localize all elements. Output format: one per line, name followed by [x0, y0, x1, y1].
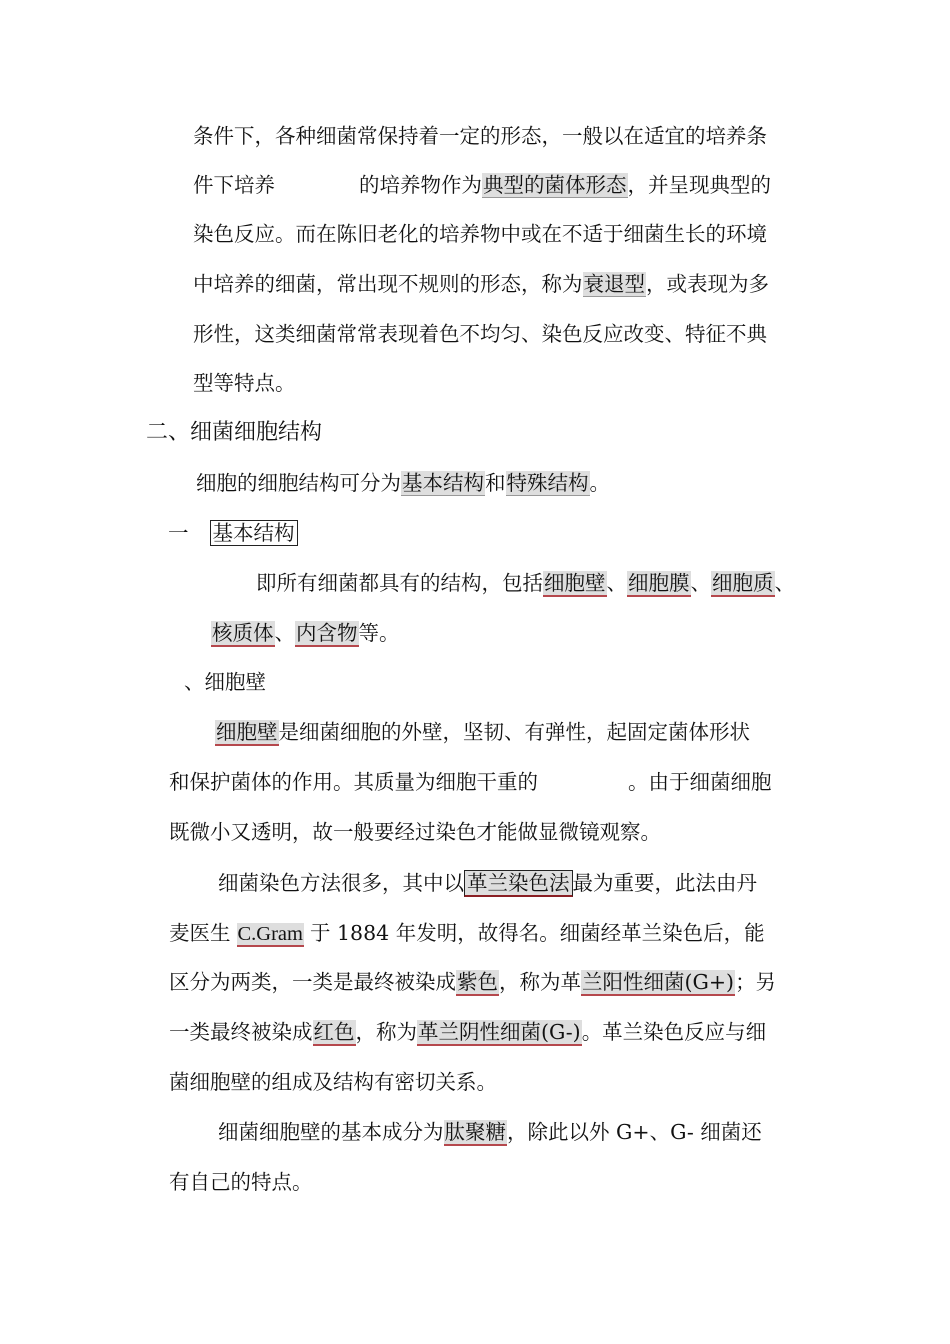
text: 和保护菌体的作用。其质量为细胞干重的 — [169, 770, 538, 794]
text: 件下培养 — [193, 173, 275, 197]
text: ，称为革 — [499, 970, 581, 994]
term-cytoplasm: 细胞质 — [712, 571, 774, 595]
section-intro — [196, 469, 610, 497]
separator: 、 — [606, 571, 627, 595]
term-special-structure: 特殊结构 — [506, 471, 589, 495]
text: 中培养的细菌，常出现不规则的形态，称为 — [193, 272, 583, 296]
sub1-line2 — [211, 619, 400, 647]
para1-line5: 形性，这类细菌常常表现着色不均匀、染色反应改变、特征不典 — [193, 322, 767, 346]
wall-p2-line5: 菌细胞壁的组成及结构有密切关系。 — [169, 1070, 497, 1094]
term-gram-stain: 革兰染色法 — [464, 870, 573, 897]
text: 区分为两类，一类是最终被染成 — [169, 970, 456, 994]
wall-p2-line4 — [169, 1018, 766, 1046]
text: 细菌细胞壁的基本成分为 — [218, 1120, 444, 1144]
section-heading: 二、细菌细胞结构 — [146, 420, 323, 445]
para1-line3: 染色反应。而在陈旧老化的培养物中或在不适于细菌生长的环境 — [193, 222, 767, 246]
term-cell-wall: 细胞壁 — [216, 720, 278, 744]
text: 细胞的细胞结构可分为 — [196, 471, 401, 495]
term-purple: 紫色 — [457, 970, 498, 994]
para1-line6: 型等特点。 — [193, 371, 296, 395]
text: 于 1884 年发明，故得名。细菌经革兰染色后，能 — [309, 921, 765, 945]
wall-p3-line2: 有自己的特点。 — [169, 1170, 313, 1194]
term-cell-membrane: 细胞膜 — [628, 571, 690, 595]
text: 等。 — [358, 621, 400, 645]
para1-line4 — [193, 270, 769, 298]
wall-p1-line2 — [169, 768, 772, 796]
text: ；另 — [735, 970, 777, 994]
text: 。由于细菌细胞 — [628, 770, 772, 794]
text: 一类最终被染成 — [169, 1020, 313, 1044]
term-gram-negative: 革兰阴性细菌(G-) — [418, 1020, 581, 1044]
text: ，或表现为多 — [646, 272, 769, 296]
term-red: 红色 — [313, 1020, 355, 1044]
para1-line2 — [193, 171, 771, 199]
text: 是细菌细胞的外壁，坚韧、有弹性，起固定菌体形状 — [278, 720, 750, 744]
subsection-title: 基本结构 — [210, 520, 298, 546]
text: 即所有细菌都具有的结构，包括 — [256, 571, 543, 595]
separator: 、 — [274, 621, 295, 645]
term-inclusions: 内含物 — [296, 621, 358, 645]
subsection-heading — [168, 519, 298, 547]
text: ，除此以外 G+、G- 细菌还 — [507, 1120, 762, 1144]
cell-wall-heading: 、细胞壁 — [184, 670, 266, 694]
term-typical-form: 典型的菌体形态 — [483, 173, 627, 197]
term-gram-positive: 兰阳性细菌(G+) — [582, 970, 735, 994]
wall-p3-line1 — [218, 1118, 762, 1146]
term-basic-structure: 基本结构 — [402, 471, 484, 495]
text: 。革兰染色反应与细 — [581, 1020, 767, 1044]
term-degenerate-form: 衰退型 — [583, 272, 645, 296]
term-c-gram: C.Gram — [237, 923, 303, 945]
wall-p2-line2 — [169, 919, 765, 948]
wall-p2-line1 — [218, 869, 757, 897]
subsection-number: 一 — [168, 521, 189, 545]
wall-p1-line3: 既微小又透明，故一般要经过染色才能做显微镜观察。 — [169, 820, 661, 844]
term-cell-wall: 细胞壁 — [544, 571, 606, 595]
text: 。 — [589, 471, 610, 495]
text: 和 — [485, 471, 506, 495]
para1-line1: 条件下，各种细菌常保持着一定的形态，一般以在适宜的培养条 — [193, 124, 767, 148]
separator: 、 — [690, 571, 711, 595]
text: 细菌染色方法很多，其中以 — [218, 871, 464, 895]
text: 麦医生 — [169, 921, 231, 945]
text: ，称为 — [355, 1020, 417, 1044]
term-peptidoglycan: 肽聚糖 — [444, 1120, 506, 1144]
separator: 、 — [774, 571, 795, 595]
text: ，并呈现典型的 — [627, 173, 771, 197]
text: 的培养物作为 — [359, 173, 482, 197]
wall-p2-line3 — [169, 968, 776, 996]
text: 最为重要，此法由丹 — [572, 871, 757, 895]
wall-p1-line1 — [215, 718, 750, 746]
term-nucleoid: 核质体 — [212, 621, 274, 645]
sub1-line1 — [256, 569, 795, 597]
